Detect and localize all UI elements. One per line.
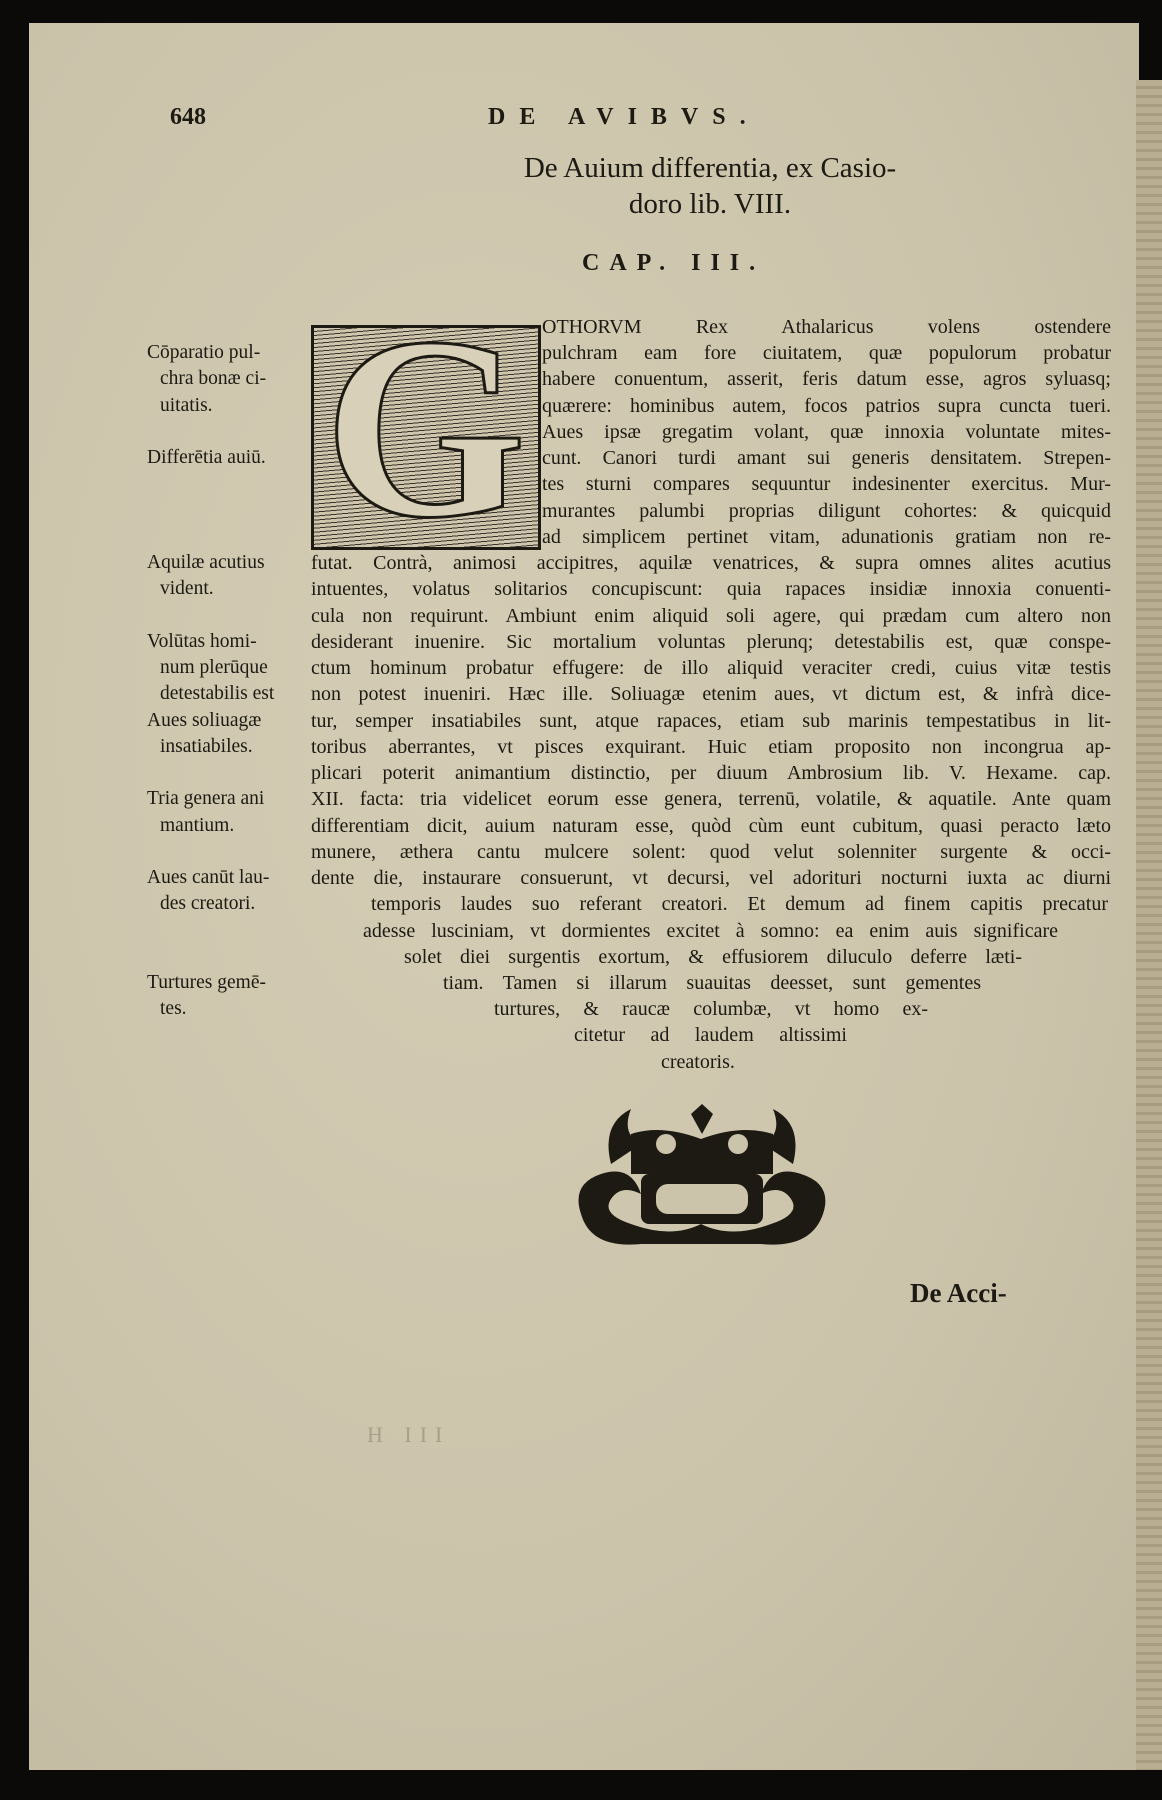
text-line: futat. Contrà, animosi accipitres, aquilæ venatrices, & supra omnes alites acutius xyxy=(311,552,1111,575)
catchword: De Acci- xyxy=(910,1278,1007,1308)
text-line: Aues ipsæ gregatim volant, quæ innoxia voluntate mites- xyxy=(542,420,1111,443)
text-line: habere conuentum, asserit, feris datum esse, agros syluasq; xyxy=(542,368,1111,391)
margin-note: num plerūque xyxy=(160,657,268,679)
printers-ornament xyxy=(571,1104,833,1252)
text-line: turtures, & raucæ columbæ, vt homo ex- xyxy=(494,998,928,1021)
page-number: 648 xyxy=(170,104,206,130)
text-line: murantes palumbi proprias diligunt cohortes: & quicquid xyxy=(542,499,1111,522)
text-line: plicari poterit animantium distinctio, per diuum Ambrosium lib. V. Hexame. cap. xyxy=(311,762,1111,785)
margin-note: Volūtas homi- xyxy=(147,630,257,652)
text-line: non potest inueniri. Hæc ille. Soliuagæ etenim aues, vt dictum est, & infrà dice- xyxy=(311,683,1111,706)
text-line: XII. facta: tria videlicet eorum esse genera, terrenū, volatile, & aquatile. Ante quam xyxy=(311,788,1111,811)
text-line: cunt. Canori turdi amant sui generis densitatem. Strepen- xyxy=(542,447,1111,470)
text-line: dente die, instaurare consuerunt, vt decursi, vel adorituri nocturni iuxta ac diurni xyxy=(311,867,1111,890)
margin-note: mantium. xyxy=(160,814,235,836)
text-line: intuentes, volatus solitarios concupiscunt: quia rapaces insidiæ innoxia conuenti- xyxy=(311,578,1111,601)
text-line: toribus aberrantes, vt pisces exquirant. Huic etiam proposito non incongrua ap- xyxy=(311,735,1111,758)
margin-note: uitatis. xyxy=(160,394,213,416)
running-title: DE AVIBVS. xyxy=(488,104,760,130)
text-line: desiderant inuenire. Sic mortalium voluntas plerunq; detestabilis est, quæ conspe- xyxy=(311,630,1111,653)
margin-note: Turtures gemē- xyxy=(147,972,266,993)
margin-note: chra bonæ ci- xyxy=(160,368,267,390)
text-line: ad simplicem pertinet vitam, adunationis gratiam non re- xyxy=(542,525,1111,548)
text-line: quærere: hominibus autem, focos patrios supra cuncta tueri. xyxy=(542,394,1111,417)
text-line: creatoris. xyxy=(661,1050,735,1073)
text-line: ctum hominum probatur effugere: de illo aliquid veraciter credi, cuius vitæ testis xyxy=(311,657,1111,680)
margin-note: Tria genera ani xyxy=(147,788,265,810)
text-line: differentiam dicit, auium naturam esse, quòd cùm eunt cubitum, quasi peracto læto xyxy=(311,814,1111,837)
initial-letter: G xyxy=(324,325,527,550)
margin-note: Differētia auiū. xyxy=(147,447,266,469)
text-line: adesse lusciniam, vt dormientes excitet à somno: ea enim auis significare xyxy=(363,919,1058,942)
chapter-number: CAP. III. xyxy=(582,250,766,276)
text-line: pulchram eam fore ciuitatem, quæ populorum probatur xyxy=(542,342,1111,365)
text-line: citetur ad laudem altissimi xyxy=(574,1024,847,1047)
next-page-edge xyxy=(1136,80,1162,1770)
signature-mark: H III xyxy=(367,1422,451,1447)
margin-note: Aquilæ acutius xyxy=(147,552,265,574)
margin-note: des creatori. xyxy=(160,893,256,915)
margin-note: detestabilis est xyxy=(160,683,275,705)
text-line: munere, æthera cantu mulcere solent: quod velut solenniter surgente & occi- xyxy=(311,840,1111,863)
margin-note: insatiabiles. xyxy=(160,735,253,757)
margin-note: vident. xyxy=(160,578,214,600)
text-line: tiam. Tamen si illarum suauitas deesset, sunt gementes xyxy=(443,972,981,994)
chapter-title-line-1: De Auium differentia, ex Casio- xyxy=(523,152,897,184)
text-line: OTHORVM Rex Athalaricus volens ostendere xyxy=(542,316,1111,338)
margin-note: Cōparatio pul- xyxy=(147,342,261,364)
decorated-initial xyxy=(311,325,541,550)
margin-note: Aues soliuagæ xyxy=(147,709,262,731)
text-line: solet diei surgentis exortum, & effusiorem diluculo deferre læti- xyxy=(404,945,1022,968)
text-line: cula non requirunt. Ambiunt enim aliquid soli agere, qui prædam cum altero non xyxy=(311,604,1111,627)
text-line: temporis laudes suo referant creatori. Et demum ad finem capitis precatur xyxy=(371,893,1108,916)
margin-note: tes. xyxy=(160,998,187,1020)
margin-note: Aues canūt lau- xyxy=(147,867,270,889)
chapter-title-line-2: doro lib. VIII. xyxy=(628,188,792,220)
text-line: tur, semper insatiabiles sunt, atque rapaces, etiam sub marinis tempestatibus in lit- xyxy=(311,709,1111,732)
text-line: tes sturni compares sequuntur indesinenter exercitus. Mur- xyxy=(542,473,1111,496)
